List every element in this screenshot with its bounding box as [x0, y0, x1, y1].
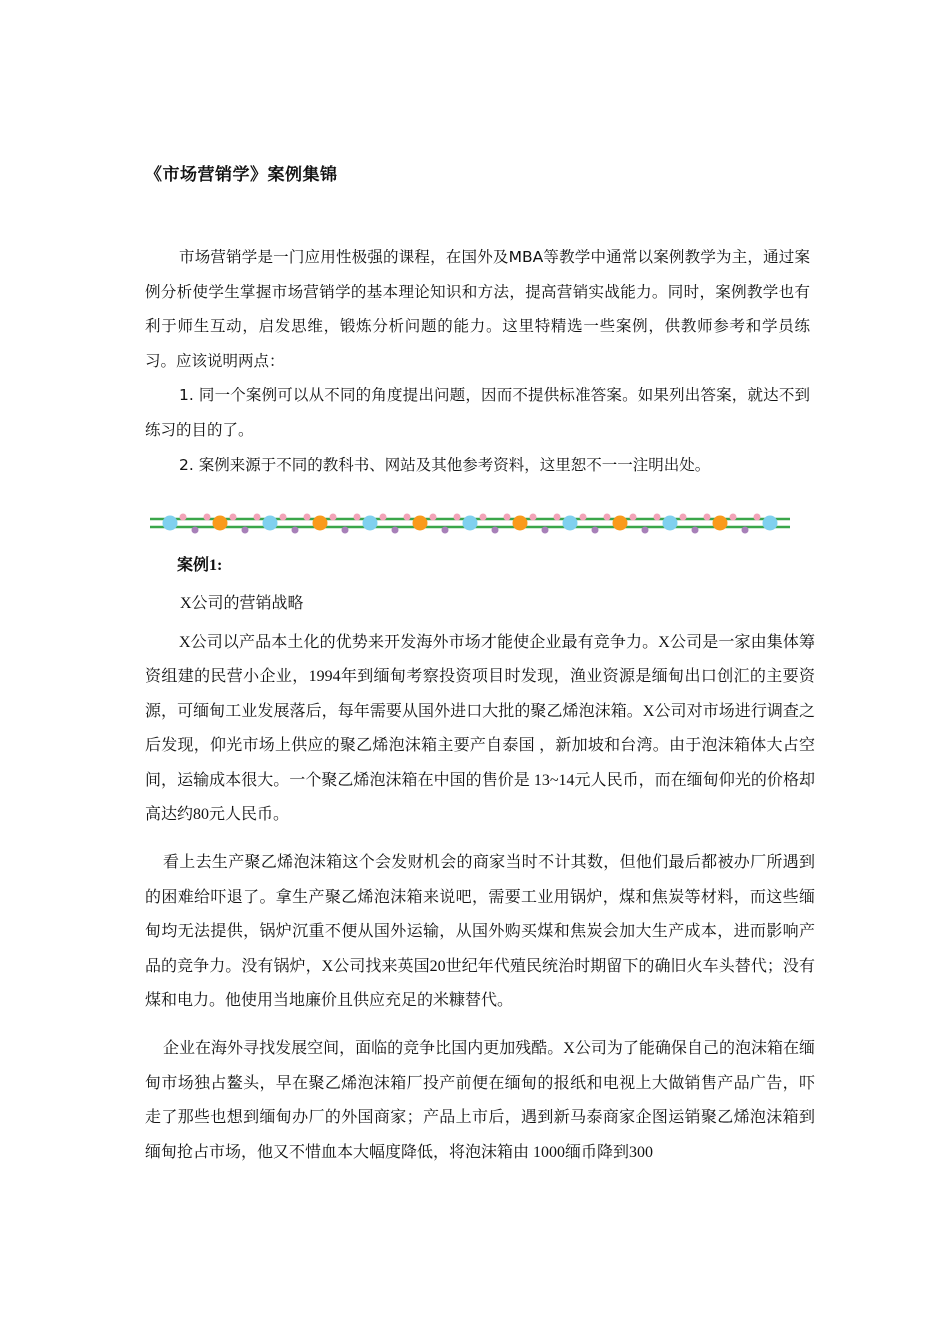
- case-heading: 案例1:: [177, 557, 223, 574]
- divider-bead-small: [330, 514, 337, 521]
- divider-bead-small: [304, 514, 311, 521]
- case-subtitle: X公司的营销战略: [180, 595, 304, 612]
- divider-bead-small: [642, 527, 649, 534]
- divider-bead-small: [242, 527, 249, 534]
- divider-bead-large: [613, 516, 628, 531]
- divider-bead-small: [404, 514, 411, 521]
- divider-bead-small: [480, 514, 487, 521]
- divider-bead-large: [463, 516, 478, 531]
- divider-bead-small: [454, 514, 461, 521]
- intro-point-1: 1. 同一个案例可以从不同的角度提出问题，因而不提供标准答案。如果列出答案，就达不到练习的目的了。: [145, 386, 810, 439]
- case-paragraph-2: 看上去生产聚乙烯泡沫箱这个会发财机会的商家当时不计其数，但他们最后都被办厂所遇到的困难给吓退了。拿生产聚乙烯泡沫箱来说吧，需要工业用锅炉，煤和焦炭等材料，而这些缅甸均无法提供，锅炉沉重不便从国外运输，从国外购买煤和焦炭会加大生产成本，进而影响产品的竞争力。没有锅炉，X公司找来英国20世纪年代殖民统治时期留下的确旧火车头替代；没有煤和电力。他使用当地廉价且供应充足的米糠替代。: [145, 854, 815, 1010]
- divider-bead-small: [504, 514, 511, 521]
- divider-bead-small: [392, 527, 399, 534]
- divider-bead-large: [363, 516, 378, 531]
- divider-bead-small: [554, 514, 561, 521]
- divider-bead-small: [492, 527, 499, 534]
- divider-bead-small: [630, 514, 637, 521]
- divider-bead-small: [742, 527, 749, 534]
- divider-bead-small: [730, 514, 737, 521]
- divider-bead-large: [213, 516, 228, 531]
- divider-bead-small: [680, 514, 687, 521]
- divider-bead-small: [592, 527, 599, 534]
- divider-bead-small: [342, 527, 349, 534]
- divider-bead-small: [604, 514, 611, 521]
- decorative-bead-divider: [150, 508, 790, 538]
- divider-bead-small: [542, 527, 549, 534]
- case-body: [145, 626, 815, 1170]
- divider-bead-small: [192, 527, 199, 534]
- divider-bead-large: [263, 516, 278, 531]
- divider-bead-small: [380, 514, 387, 521]
- divider-bead-small: [430, 514, 437, 521]
- intro-point-2: 2. 案例来源于不同的教科书、网站及其他参考资料，这里恕不一一注明出处。: [179, 455, 711, 474]
- divider-bead-small: [254, 514, 261, 521]
- divider-bead-small: [230, 514, 237, 521]
- divider-bead-large: [713, 516, 728, 531]
- intro-paragraph: 市场营销学是一门应用性极强的课程，在国外及MBA等教学中通常以案例教学为主，通过案例分析使学生掌握市场营销学的基本理论知识和方法，提高营销实战能力。同时，案例教学也有利于师生互动，启发思维，锻炼分析问题的能力。这里特精选一些案例，供教师参考和学员练习。应该说明两点：: [145, 248, 810, 370]
- divider-bead-small: [204, 514, 211, 521]
- case-paragraph-1: X公司以产品本土化的优势来开发海外市场才能使企业最有竞争力。X公司是一家由集体筹资组建的民营小企业，1994年到缅甸考察投资项目时发现，渔业资源是缅甸出口创汇的主要资源，可缅甸工业发展落后，每年需要从国外进口大批的聚乙烯泡沫箱。X公司对市场进行调查之后发现，仰光市场上供应的聚乙烯泡沫箱主要产自泰国 ，新加坡和台湾。由于泡沫箱体大占空间，运输成本很大。一个聚乙烯泡沫箱在中国的售价是 13~14元人民币，而在缅甸仰光的价格却高达约80元人民币。: [145, 634, 815, 824]
- divider-bead-large: [163, 516, 178, 531]
- divider-bead-small: [704, 514, 711, 521]
- divider-bead-small: [654, 514, 661, 521]
- divider-bead-small: [530, 514, 537, 521]
- divider-bead-small: [442, 527, 449, 534]
- divider-bead-large: [513, 516, 528, 531]
- divider-bead-large: [763, 516, 778, 531]
- divider-beads: [163, 514, 778, 534]
- divider-bead-small: [580, 514, 587, 521]
- divider-bead-large: [313, 516, 328, 531]
- case-paragraph-3: 企业在海外寻找发展空间，面临的竞争比国内更加残酷。X公司为了能确保自己的泡沫箱在缅甸市场独占鳌头，早在聚乙烯泡沫箱厂投产前便在缅甸的报纸和电视上大做销售产品广告，吓走了那些也想到缅甸办厂的外国商家；产品上市后，遇到新马泰商家企图运销聚乙烯泡沫箱到缅甸抢占市场，他又不惜血本大幅度降低，将泡沫箱由 1000缅币降到300: [145, 1040, 815, 1161]
- divider-bead-large: [663, 516, 678, 531]
- divider-bead-large: [563, 516, 578, 531]
- divider-bead-small: [754, 514, 761, 521]
- divider-bead-large: [413, 516, 428, 531]
- document-title: 《市场营销学》案例集锦: [145, 165, 338, 185]
- divider-bead-small: [180, 514, 187, 521]
- divider-bead-small: [692, 527, 699, 534]
- intro-section: [145, 240, 810, 482]
- divider-bead-small: [354, 514, 361, 521]
- divider-bead-small: [292, 527, 299, 534]
- divider-bead-small: [280, 514, 287, 521]
